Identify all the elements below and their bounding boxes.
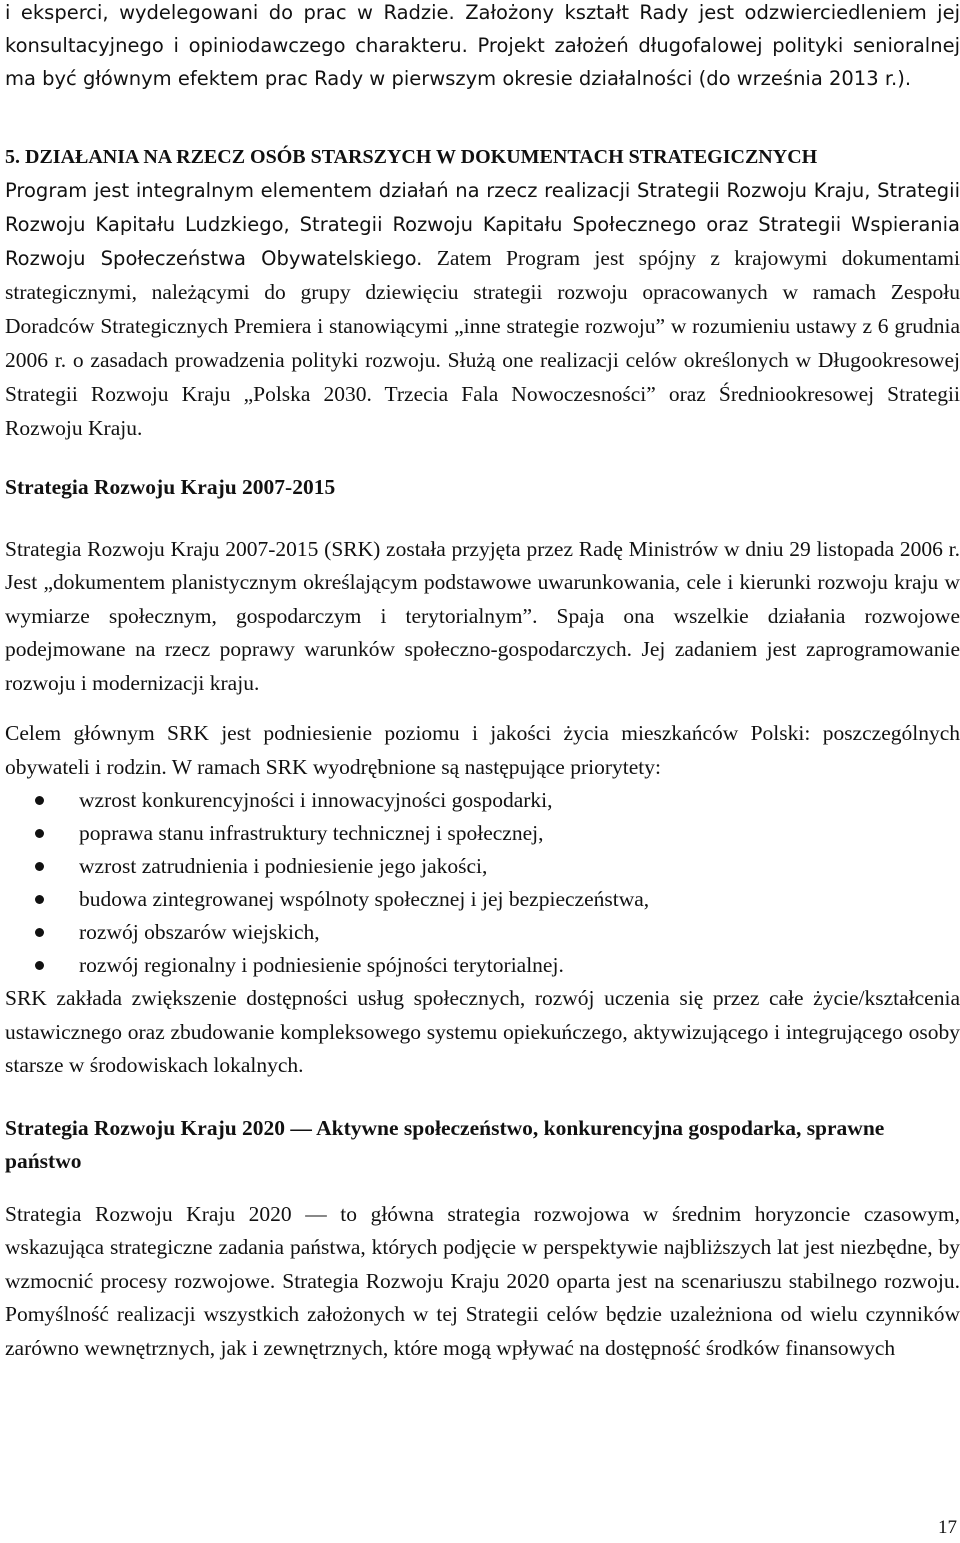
bullet-icon — [35, 862, 44, 871]
srk-paragraph-3: SRK zakłada zwiększenie dostępności usług społecznych, rozwój uczenia się przez całe życie/kształcenia ustawicznego oraz zbudowanie kompleksowego systemu opiekuńczego, aktywizującego i integrującego osoby starsze w środowiskach lokalnych. — [5, 986, 960, 1077]
list-item: poprawa stanu infrastruktury technicznej i społecznej, — [5, 817, 960, 850]
section-5-paragraph-sans-part: Program jest integralnym elementem działań na rzecz realizacji Strategii Rozwoju Kraju, Strategii Rozwoju Kapitału Ludzkiego, Strategii Rozwoju Kapitału Społecznego oraz Strategii Wspierania Rozwoju Społeczeństwa Obywatelskiego. — [5, 179, 960, 270]
intro-paragraph: i eksperci, wydelegowani do prac w Radzie. Założony kształt Rady jest odzwierciedleniem jej konsultacyjnego i opiniodawczego charakteru. Projekt założeń długofalowej polityki senioralnej ma być głównym efektem prac Rady w pierwszym okresie działalności (do września 2013 r.). — [5, 1, 960, 90]
section-5-paragraph — [5, 174, 960, 446]
section-5-heading: 5. DZIAŁANIA NA RZECZ OSÓB STARSZYCH W DOKUMENTACH STRATEGICZNYCH — [5, 146, 818, 168]
list-item: budowa zintegrowanej wspólnoty społecznej i jej bezpieczeństwa, — [5, 883, 960, 916]
srk-heading: Strategia Rozwoju Kraju 2007-2015 — [5, 475, 336, 499]
list-item: rozwój obszarów wiejskich, — [5, 916, 960, 949]
bullet-icon — [35, 928, 44, 937]
bullet-icon — [35, 829, 44, 838]
srk-paragraph-2: Celem głównym SRK jest podniesienie poziomu i jakości życia mieszkańców Polski: poszczególnych obywateli i rodzin. W ramach SRK wyodrębnione są następujące priorytety: — [5, 721, 960, 779]
srk-2020-paragraph-1: Strategia Rozwoju Kraju 2020 — to główna strategia rozwojowa w średnim horyzoncie czasowym, wskazująca strategiczne zadania państwa, których podjęcie w perspektywie najbliższych lat jest niezbędne, by wzmocnić procesy rozwojowe. Strategia Rozwoju Kraju 2020 oparta jest na scenariuszu stabilnego rozwoju. Pomyślność realizacji wszystkich założonych w tej Strategii celów będzie uzależniona od wielu czynników zarówno wewnętrznych, jak i zewnętrznych, które mogą wpływać na dostępność środków finansowych — [5, 1201, 960, 1360]
bullet-icon — [35, 895, 44, 904]
bullet-icon — [35, 796, 44, 805]
srk-paragraph-1: Strategia Rozwoju Kraju 2007-2015 (SRK) została przyjęta przez Radę Ministrów w dniu 29 listopada 2006 r. Jest „dokumentem planistycznym określającym podstawowe uwarunkowania, cele i kierunki rozwoju kraju w wymiarze społecznym, gospodarczym i terytorialnym”. Spaja ona wszelkie działania rozwojowe podejmowane na rzecz poprawy warunków społeczno-gospodarczych. Jej zadaniem jest zaprogramowanie rozwoju i modernizacji kraju. — [5, 536, 960, 695]
document-page — [5, 0, 960, 1365]
list-item: wzrost konkurencyjności i innowacyjności gospodarki, — [5, 784, 960, 817]
srk-priorities-list — [5, 784, 960, 982]
list-item: wzrost zatrudnienia i podniesienie jego jakości, — [5, 850, 960, 883]
page-number: 17 — [938, 1517, 957, 1538]
srk-2020-heading: Strategia Rozwoju Kraju 2020 — Aktywne społeczeństwo, konkurencyjna gospodarka, sprawne państwo — [5, 1115, 885, 1173]
bullet-icon — [35, 961, 44, 970]
section-5-paragraph-serif-part: Zatem Program jest spójny z krajowymi dokumentami strategicznymi, należącymi do grupy dziewięciu strategii rozwoju opracowanych w ramach Zespołu Doradców Strategicznych Premiera i stanowiącymi „inne strategie rozwoju” w rozumieniu ustawy z 6 grudnia 2006 r. o zasadach prowadzenia polityki rozwoju. Służą one realizacji celów określonych w Długookresowej Strategii Rozwoju Kraju „Polska 2030. Trzecia Fala Nowoczesności” oraz Średniookresowej Strategii Rozwoju Kraju. — [5, 246, 960, 440]
list-item: rozwój regionalny i podniesienie spójności terytorialnej. — [5, 949, 960, 982]
